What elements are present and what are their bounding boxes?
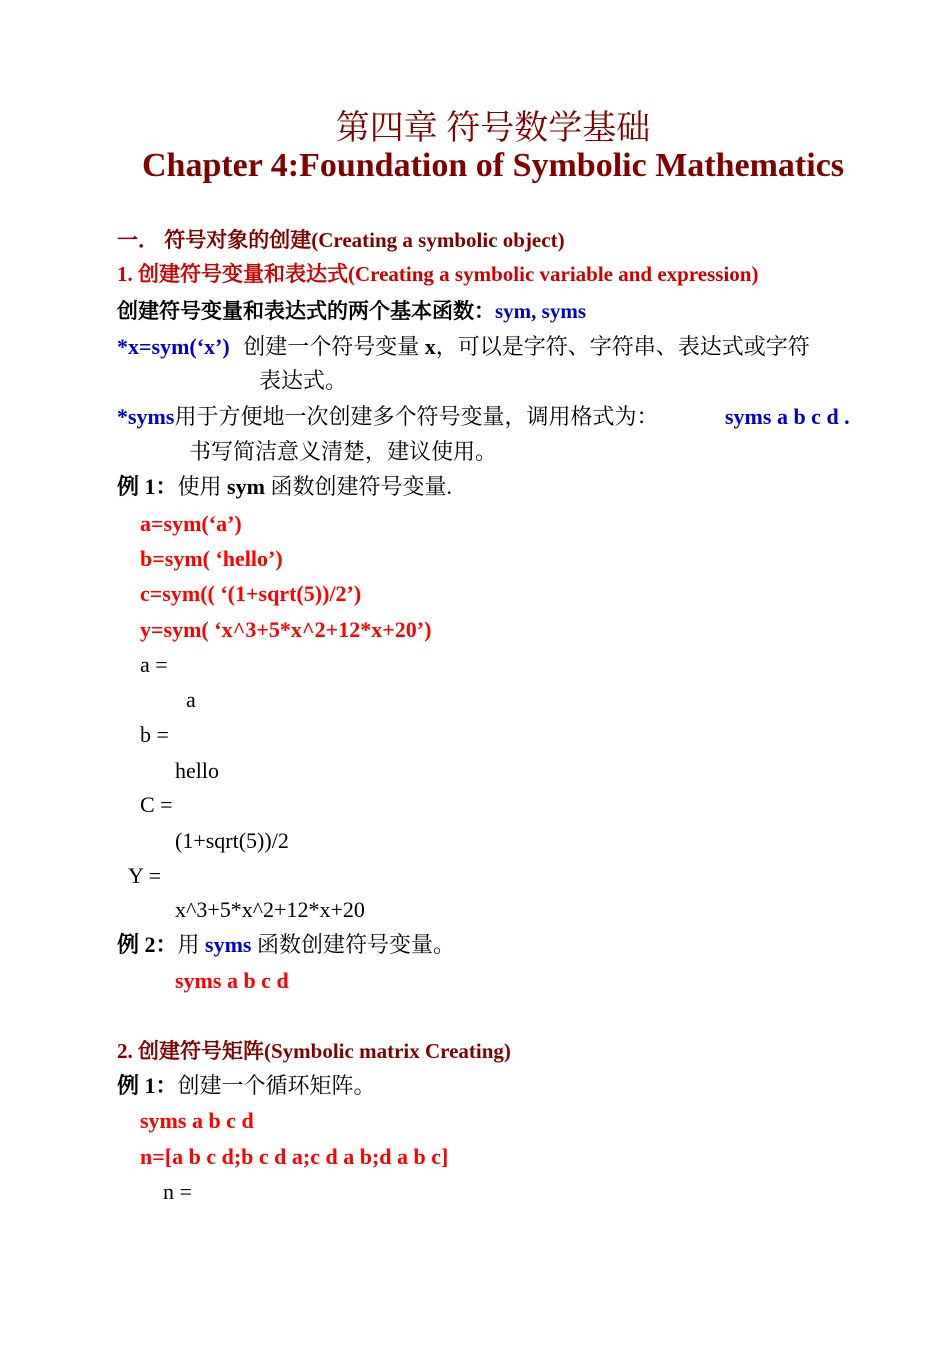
code-line: b=sym( ‘hello’): [140, 546, 283, 571]
sym-code: *x=sym(‘x’): [117, 334, 230, 359]
sym-desc-a: 创建一个符号变量: [243, 334, 425, 359]
example1-text-a: 使用: [177, 474, 228, 499]
example1-text-bold: sym: [227, 474, 265, 499]
output-value-a: a: [186, 687, 196, 712]
code-line: n=[a b c d;b c d a;c d a b;d a b c]: [140, 1144, 449, 1169]
syms-line: [117, 406, 658, 428]
output-label-c: C =: [140, 792, 173, 817]
example2-colon: ：: [155, 932, 178, 957]
title-english: Chapter 4:Foundation of Symbolic Mathematics: [141, 147, 845, 184]
example2-line: [117, 934, 455, 956]
subsection-heading-2: 2. 创建符号矩阵(Symbolic matrix Creating): [117, 1039, 511, 1063]
output-label-b: b =: [140, 722, 169, 747]
output-label-y: Y =: [128, 863, 161, 888]
section-heading: 一． 符号对象的创建(Creating a symbolic object): [117, 228, 565, 252]
example1-colon: ：: [155, 474, 178, 499]
output-value-y: x^3+5*x^2+12*x+20: [175, 897, 365, 922]
matrix-example-label: 例 1: [117, 1073, 156, 1098]
code-line: syms a b c d: [140, 1108, 254, 1133]
code-line: a=sym(‘a’): [140, 511, 242, 536]
intro-line: [117, 301, 586, 322]
example2-text-a: 用: [177, 932, 206, 957]
code-line: syms a b c d: [175, 968, 289, 993]
matrix-example-colon: ：: [155, 1073, 178, 1098]
output-value-b: hello: [175, 758, 219, 783]
code-line: c=sym(( ‘(1+sqrt(5))/2’): [140, 581, 362, 606]
example2-text-blue: syms: [205, 932, 252, 957]
example1-text-b: 函数创建符号变量.: [264, 474, 452, 499]
matrix-example-line: [117, 1075, 376, 1097]
example1-label: 例 1: [117, 474, 156, 499]
output-value-c: (1+sqrt(5))/2: [175, 828, 289, 853]
syms-desc-cont: 书写简洁意义清楚，建议使用。: [189, 439, 498, 464]
output-label-n: n =: [163, 1179, 192, 1204]
output-label-a: a =: [140, 652, 168, 677]
matrix-example-text: 创建一个循环矩阵。: [177, 1073, 376, 1098]
example2-label: 例 2: [117, 932, 156, 957]
code-line: y=sym( ‘x^3+5*x^2+12*x+20’): [140, 617, 432, 642]
sym-desc-cont: 表达式。: [259, 368, 348, 393]
intro-funcs: sym, syms: [495, 299, 587, 323]
syms-format: syms a b c d .: [725, 404, 850, 429]
sym-desc-x: x: [424, 334, 436, 359]
sym-line: [117, 336, 810, 358]
title-chinese: 第四章 符号数学基础: [335, 110, 651, 147]
subsection-heading-1: 1. 创建符号变量和表达式(Creating a symbolic variable and expression): [117, 262, 759, 286]
example2-text-b: 函数创建符号变量。: [251, 932, 456, 957]
syms-code: *syms: [117, 404, 175, 429]
intro-label: 创建符号变量和表达式的两个基本函数：: [117, 299, 495, 323]
example1-line: [117, 476, 452, 498]
sym-desc-b: ，可以是字符、字符串、表达式或字符: [435, 334, 810, 359]
syms-desc: 用于方便地一次创建多个符号变量，调用格式为：: [174, 404, 659, 429]
